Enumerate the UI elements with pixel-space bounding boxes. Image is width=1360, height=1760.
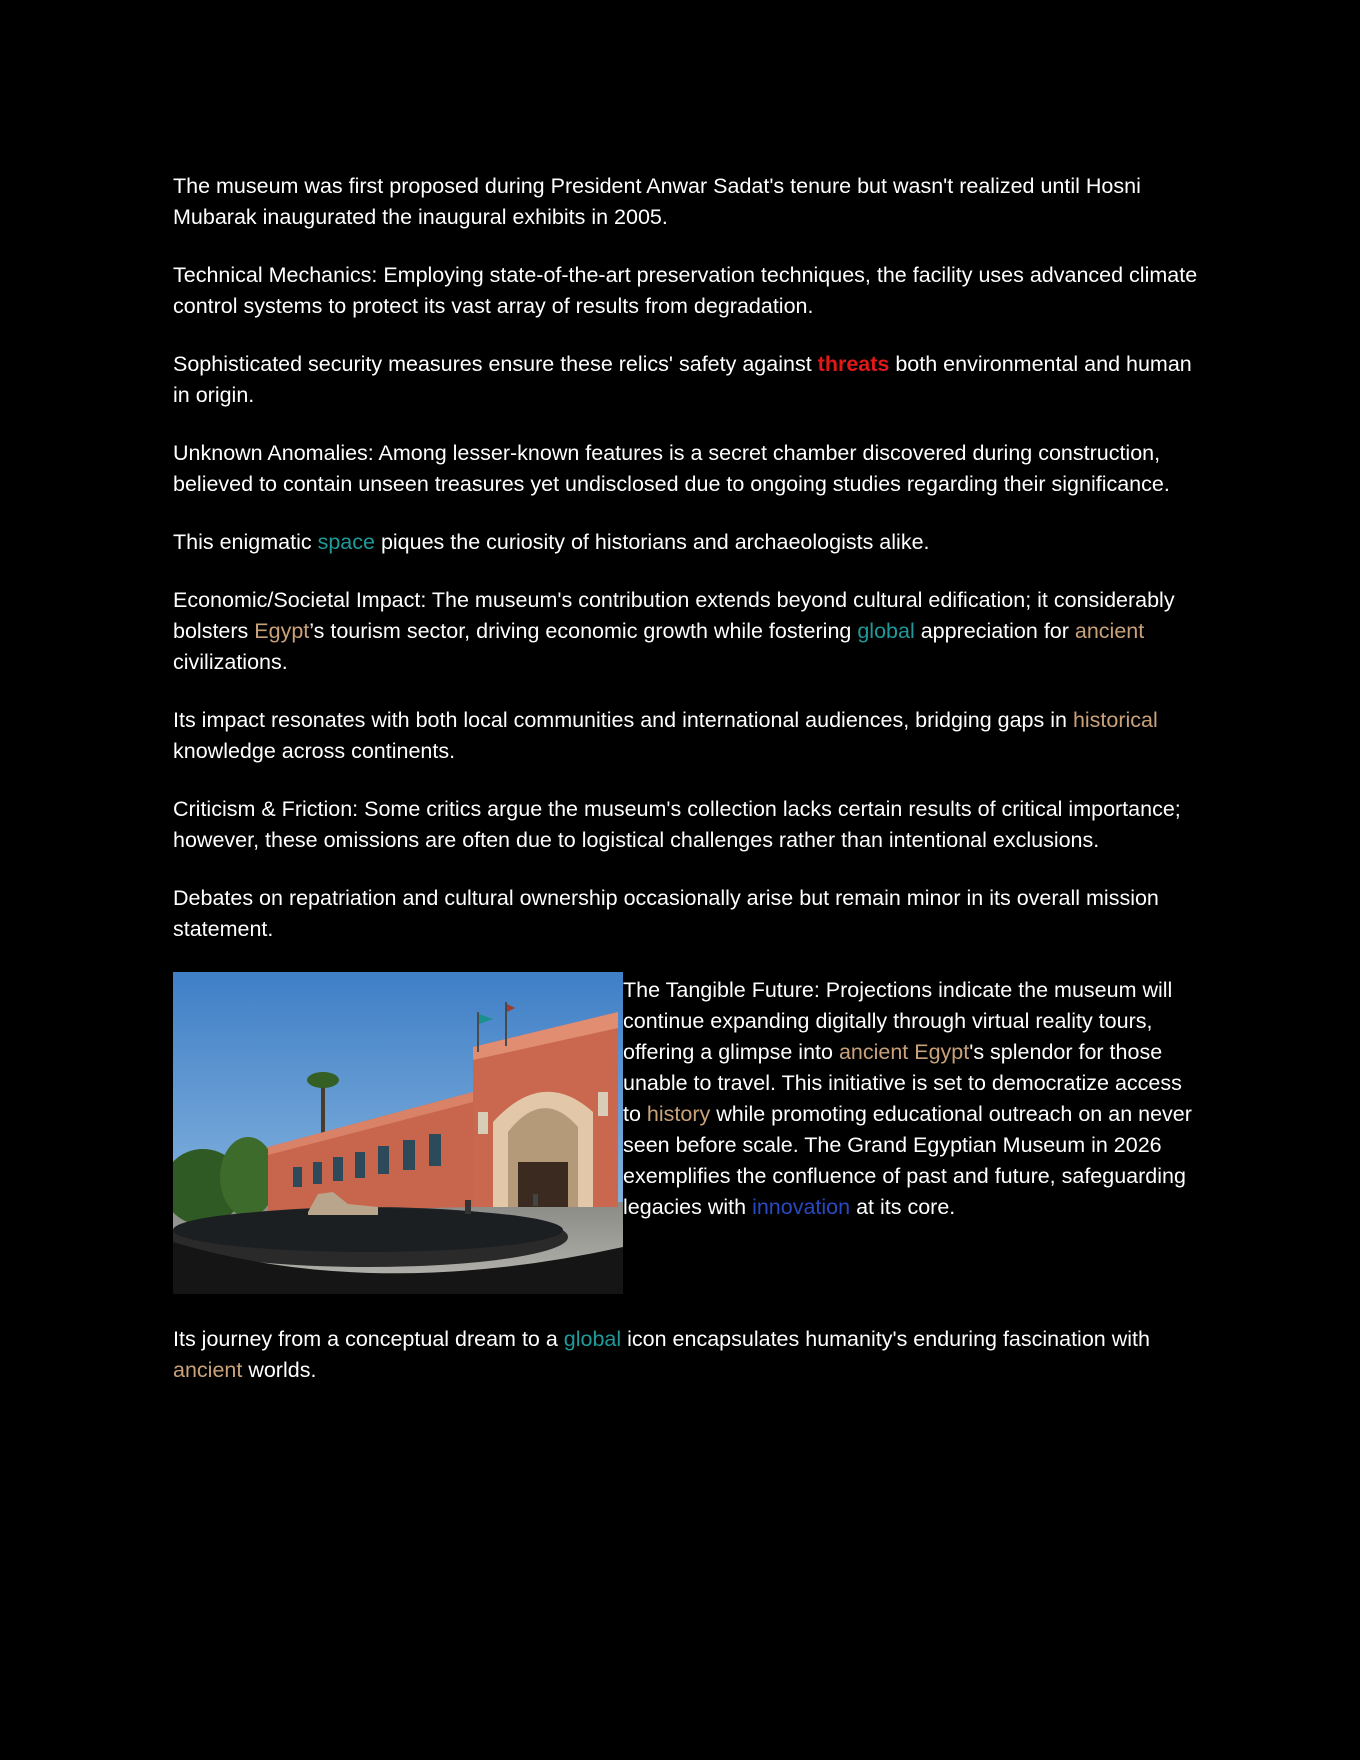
keyword-history: history <box>646 1102 711 1126</box>
keyword-global: global <box>857 619 915 643</box>
keyword-historical: historical <box>1072 708 1158 732</box>
text-segment: worlds. <box>242 1358 317 1382</box>
paragraph-debates: Debates on repatriation and cultural ownership occasionally arise but remain minor in its overall mission statement. <box>173 886 1159 941</box>
text-segment: while promoting educational outreach on an never seen before scale. The Grand Egyptian Museum in 2026 exemplifies the confluence of past and future, safeguarding legacies with <box>623 1102 1192 1219</box>
keyword-space: space <box>317 530 375 554</box>
text-segment: civilizations. <box>173 650 288 674</box>
text-segment: Sophisticated security measures ensure these relics' safety against <box>173 352 818 376</box>
paragraph-technical-mechanics: Technical Mechanics: Employing state-of-the-art preservation techniques, the facility uses advanced climate control systems to protect its vast array of results from degradation. <box>173 263 1198 318</box>
text-segment: The Tangible Future: Projections indicate the museum will continue expanding digitally through virtual reality tours, offering a glimpse into <box>623 978 1173 1064</box>
text-segment: both environmental and human in origin. <box>173 352 1192 407</box>
document-body <box>173 171 1203 1413</box>
keyword-innovation: innovation <box>752 1195 851 1219</box>
text-segment: knowledge across continents. <box>173 739 456 763</box>
text-segment: Its impact resonates with both local communities and international audiences, bridging gaps in <box>173 708 1073 732</box>
text-segment: ’s tourism sector, driving economic growth while fostering <box>309 619 858 643</box>
paragraph-economic-impact <box>173 585 1203 678</box>
keyword-egypt: Egypt <box>254 619 310 643</box>
text-segment: Its journey from a conceptual dream to a <box>173 1327 564 1351</box>
museum-photo-image <box>173 972 623 1294</box>
keyword-ancient: ancient <box>173 1358 243 1382</box>
text-segment: piques the curiosity of historians and archaeologists alike. <box>374 530 930 554</box>
text-segment: Economic/Societal Impact: The museum's contribution extends beyond cultural edification; it considerably bolsters <box>173 588 1175 643</box>
text-segment: at its core. <box>850 1195 956 1219</box>
paragraph-enigmatic-space <box>173 527 1203 558</box>
keyword-global: global <box>563 1327 622 1351</box>
keyword-threats: threats <box>817 352 890 376</box>
paragraph-tangible-future <box>623 972 1203 1223</box>
paragraph-journey <box>173 1324 1203 1386</box>
paragraph-history: The museum was first proposed during President Anwar Sadat's tenure but wasn't realized until Hosni Mubarak inaugurated the inaugural exhibits in 2005. <box>173 174 1141 229</box>
paragraph-unknown-anomalies: Unknown Anomalies: Among lesser-known features is a secret chamber discovered during construction, believed to contain unseen treasures yet undisclosed due to ongoing studies regarding their significance. <box>173 441 1170 496</box>
paragraph-criticism: Criticism & Friction: Some critics argue the museum's collection lacks certain results of critical importance; however, these omissions are often due to logistical challenges rather than intentional exclusions. <box>173 797 1181 852</box>
text-segment: This enigmatic <box>173 530 318 554</box>
figure-row <box>173 972 1203 1294</box>
museum-photo <box>173 972 623 1294</box>
paragraph-impact-resonates <box>173 705 1203 767</box>
paragraph-security <box>173 349 1203 411</box>
keyword-ancient: ancient <box>1074 619 1145 643</box>
text-segment: icon encapsulates humanity's enduring fascination with <box>621 1327 1150 1351</box>
keyword-ancient-egypt: ancient Egypt <box>838 1040 970 1064</box>
text-segment: 's splendor for those unable to travel. This initiative is set to democratize access to <box>623 1040 1182 1126</box>
text-segment: appreciation for <box>914 619 1075 643</box>
